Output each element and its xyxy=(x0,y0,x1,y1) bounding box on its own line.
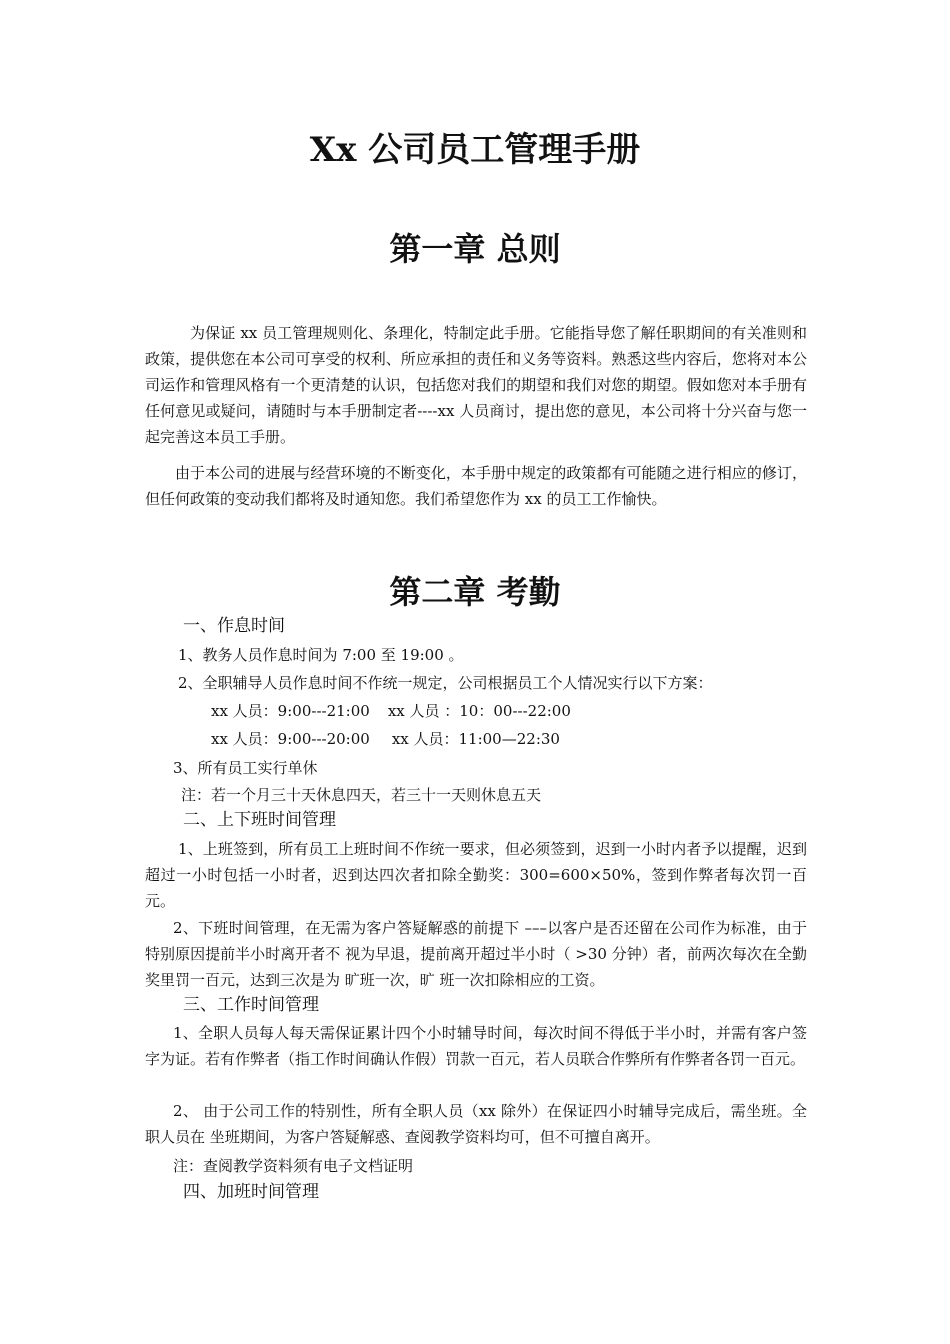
section-3-item-2: 2、 由于公司工作的特别性，所有全职人员（xx 除外）在保证四小时辅导完成后，需坐班。全职人员在 坐班期间，为客户答疑解惑、查阅教学资料均可，但不可擅自离开。 xyxy=(145,1102,807,1146)
section-2-heading: 二、上下班时间管理 xyxy=(183,810,336,830)
section-2-item-1: 1、上班签到，所有员工上班时间不作统一要求，但必须签到，迟到一小时内者予以提醒，迟到超过一小时包括一小时者，迟到达四次者扣除全勤奖：300=600×50%，签到作弊者每次罚一百元。 xyxy=(145,840,807,910)
chapter-1-paragraph-2: 由于本公司的进展与经营环境的不断变化，本手册中规定的政策都有可能随之进行相应的修订，但任何政策的变动我们都将及时通知您。我们希望您作为 xx 的员工工作愉快。 xyxy=(145,464,807,508)
chapter-1-title: 第一章 总则 xyxy=(389,230,561,268)
chapter-2-title: 第二章 考勤 xyxy=(389,573,561,611)
section-4-heading: 四、加班时间管理 xyxy=(183,1182,319,1202)
schedule-row-1 xyxy=(211,698,571,724)
chapter-1-paragraph-1: 为保证 xx 员工管理规则化、条理化，特制定此手册。它能指导您了解任职期间的有关准则和政策，提供您在本公司可享受的权利、所应承担的责任和义务等资料。熟悉这些内容后，您将对本公司运作和管理风格有一个更清楚的认识，包括您对我们的期望和我们对您的期望。假如您对本手册有任何意见或疑问，请随时与本手册制定者----xx 人员商讨，提出您的意见，本公司将十分兴奋与您一起完善这本员工手册。 xyxy=(145,324,807,446)
schedule-row-2-a: xx 人员：9:00---20:00 xyxy=(211,730,370,748)
section-1-item-1: 1、教务人员作息时间为 7:00 至 19:00 。 xyxy=(178,646,464,664)
schedule-row-1-a: xx 人员：9:00---21:00 xyxy=(211,702,370,720)
section-3-heading: 三、工作时间管理 xyxy=(183,995,319,1015)
schedule-row-2-b: xx 人员：11:00—22:30 xyxy=(391,730,560,748)
schedule-row-2 xyxy=(211,726,560,752)
section-1-note: 注：若一个月三十天休息四天，若三十一天则休息五天 xyxy=(181,786,542,804)
section-1-item-2: 2、全职辅导人员作息时间不作统一规定，公司根据员工个人情况实行以下方案： xyxy=(178,674,713,692)
section-3-item-1: 1、全职人员每人每天需保证累计四个小时辅导时间，每次时间不得低于半小时，并需有客户签字为证。若有作弊者（指工作时间确认作假）罚款一百元，若人员联合作弊所有作弊者各罚一百元。 xyxy=(145,1024,807,1068)
section-1-heading: 一、作息时间 xyxy=(183,616,285,636)
schedule-row-1-b: xx 人员 ：10：00---22:00 xyxy=(387,702,571,720)
section-1-item-3: 3、所有员工实行单休 xyxy=(173,759,318,777)
document-title: Xx 公司员工管理手册 xyxy=(309,130,641,170)
section-3-note: 注：查阅教学资料须有电子文档证明 xyxy=(173,1157,414,1175)
section-2-item-2: 2、下班时间管理，在无需为客户答疑解惑的前提下 –––以客户是否还留在公司作为标准，由于特别原因提前半小时离开者不 视为早退，提前离开超过半小时（ >30 分钟）者，前两次每次在全勤奖里罚一百元，达到三次是为 旷班一次，旷 班一次扣除相应的工资。 xyxy=(145,919,807,989)
